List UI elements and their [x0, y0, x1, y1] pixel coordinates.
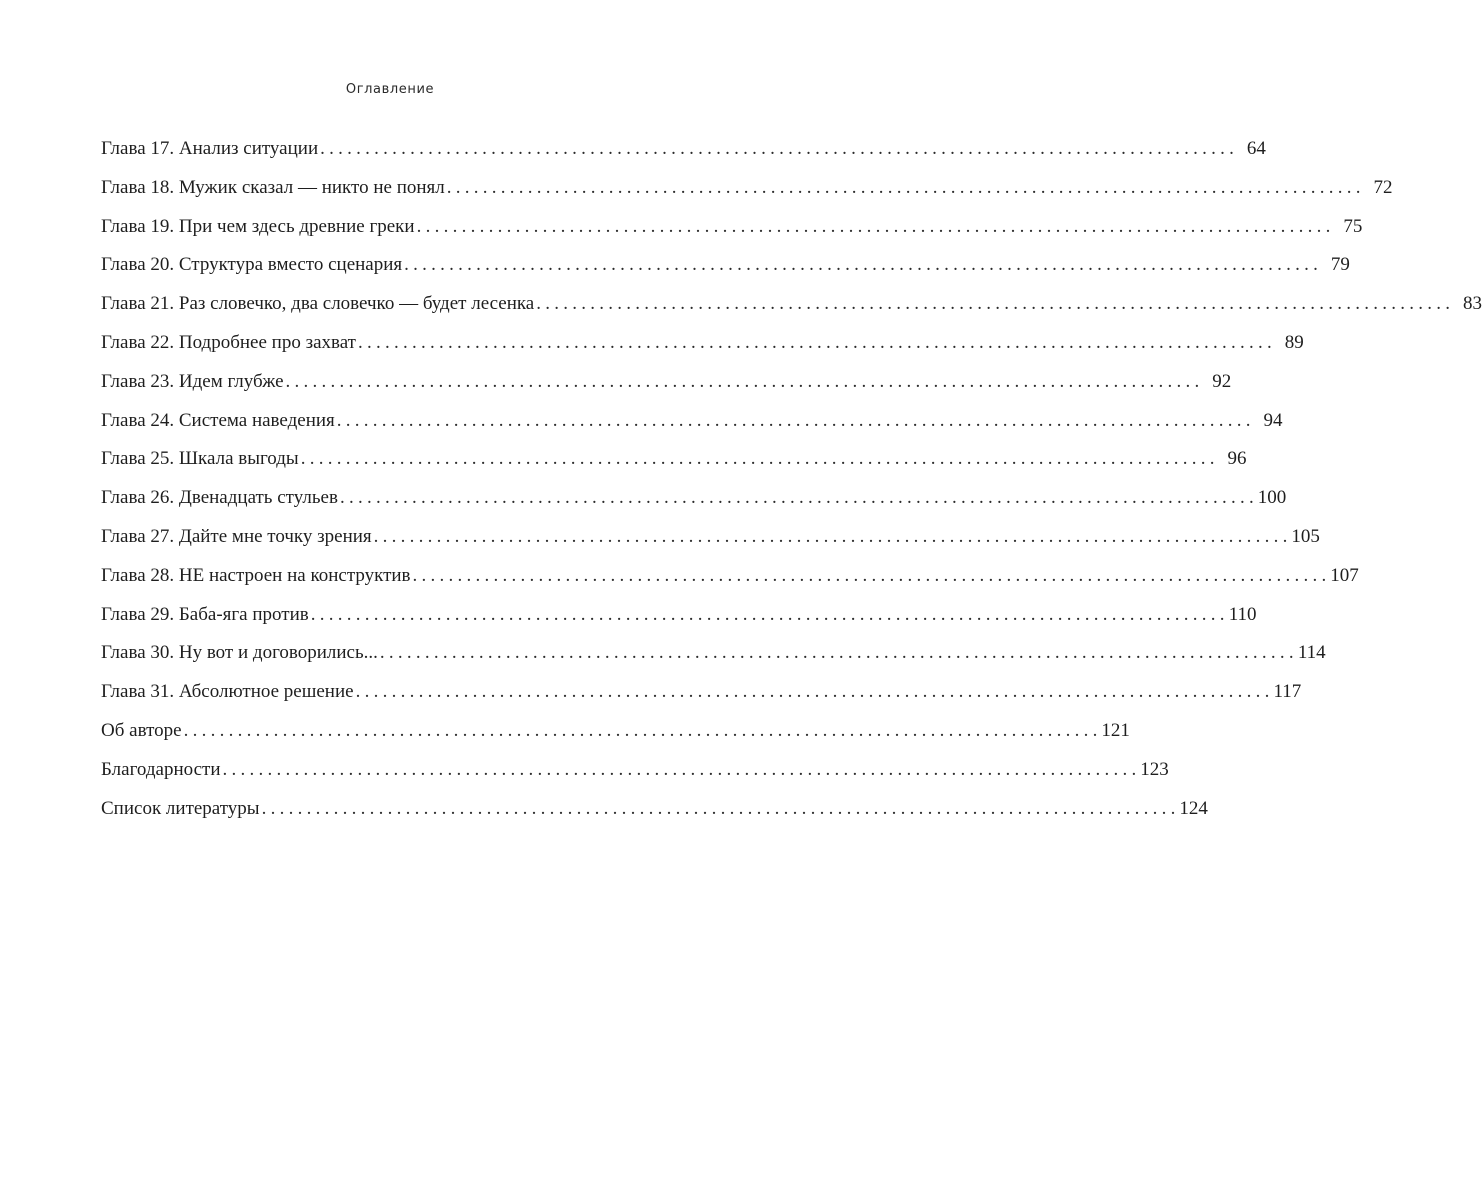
toc-entry[interactable] [101, 209, 1363, 248]
toc-entry-page: 89 [1284, 331, 1304, 353]
toc-entry-page: 94 [1263, 409, 1283, 431]
dot-leader [374, 519, 1288, 555]
toc-entry-title: Глава 27. Дайте мне точку зрения [101, 525, 372, 547]
toc-entry-page: 117 [1273, 681, 1302, 703]
toc-entry[interactable] [101, 131, 1266, 170]
toc-entry[interactable] [101, 674, 1302, 713]
toc-entry[interactable] [101, 364, 1232, 403]
toc-entry-title: Об авторе [101, 719, 182, 741]
toc-entry-page: 100 [1257, 487, 1287, 509]
dot-leader [413, 558, 1327, 594]
toc-entry-page: 107 [1330, 564, 1359, 586]
toc-entry-page: 105 [1291, 525, 1320, 547]
page-header: Оглавление [345, 82, 435, 97]
toc-entry-page: 96 [1227, 448, 1247, 470]
toc-entry-page: 121 [1101, 719, 1130, 741]
dot-leader [417, 209, 1331, 245]
toc-entry-title: Глава 17. Анализ ситуации [101, 138, 319, 159]
toc-entry[interactable] [101, 286, 1482, 325]
toc-entry-page: 72 [1373, 176, 1393, 198]
toc-entry[interactable] [101, 247, 1350, 286]
dot-leader [320, 131, 1234, 167]
dot-leader [223, 752, 1137, 788]
dot-leader [447, 170, 1361, 206]
dot-leader [311, 597, 1225, 633]
dot-leader [337, 403, 1251, 439]
dot-leader [340, 480, 1254, 516]
toc-entry-title: Благодарности [101, 758, 221, 780]
table-of-contents [101, 131, 1482, 829]
toc-entry[interactable] [101, 791, 1208, 830]
toc-entry-title: Глава 25. Шкала выгоды [101, 448, 299, 470]
toc-entry[interactable] [101, 558, 1359, 597]
toc-entry-page: 114 [1297, 642, 1326, 664]
toc-entry-title: Глава 30. Ну вот и договорились... [101, 642, 378, 664]
toc-entry[interactable] [101, 325, 1304, 364]
toc-entry-title: Список литературы [101, 797, 260, 819]
toc-entry-page: 123 [1140, 758, 1169, 780]
dot-leader [536, 286, 1450, 322]
toc-entry[interactable] [101, 170, 1393, 209]
toc-entry[interactable] [101, 441, 1247, 480]
dot-leader [262, 791, 1176, 827]
dot-leader [301, 441, 1215, 477]
dot-leader [404, 247, 1318, 283]
toc-entry-title: Глава 24. Система наведения [101, 409, 335, 431]
toc-entry-title: Глава 31. Абсолютное решение [101, 681, 354, 703]
toc-entry-page: 79 [1330, 254, 1350, 276]
toc-entry-page: 64 [1246, 138, 1266, 159]
toc-entry-page: 124 [1179, 797, 1208, 819]
toc-entry-title: Глава 26. Двенадцать стульев [101, 487, 338, 509]
toc-entry-title: Глава 28. НЕ настроен на конструктив [101, 564, 411, 586]
dot-leader [184, 713, 1098, 749]
toc-entry-title: Глава 18. Мужик сказал — никто не понял [101, 176, 445, 198]
toc-entry-title: Глава 23. Идем глубже [101, 370, 284, 392]
toc-entry[interactable] [101, 519, 1320, 558]
toc-entry-title: Глава 19. При чем здесь древние греки [101, 215, 415, 237]
toc-entry-title: Глава 20. Структура вместо сценария [101, 254, 403, 276]
toc-entry-page: 110 [1228, 603, 1257, 625]
toc-entry[interactable] [101, 403, 1283, 442]
dot-leader [356, 674, 1270, 710]
toc-entry-page: 83 [1463, 293, 1482, 315]
toc-entry-page: 75 [1343, 215, 1363, 237]
toc-entry-title: Глава 22. Подробнее про захват [101, 331, 356, 353]
toc-entry-page: 92 [1212, 370, 1232, 392]
dot-leader [380, 635, 1294, 671]
toc-entry[interactable] [101, 597, 1257, 636]
dot-leader [286, 364, 1200, 400]
toc-entry[interactable] [101, 635, 1326, 674]
toc-entry[interactable] [101, 713, 1130, 752]
toc-entry-title: Глава 21. Раз словечко, два словечко — будет лесенка [101, 293, 535, 315]
toc-entry[interactable] [101, 752, 1169, 791]
toc-entry[interactable] [101, 480, 1287, 519]
toc-entry-title: Глава 29. Баба-яга против [101, 603, 309, 625]
dot-leader [358, 325, 1272, 361]
